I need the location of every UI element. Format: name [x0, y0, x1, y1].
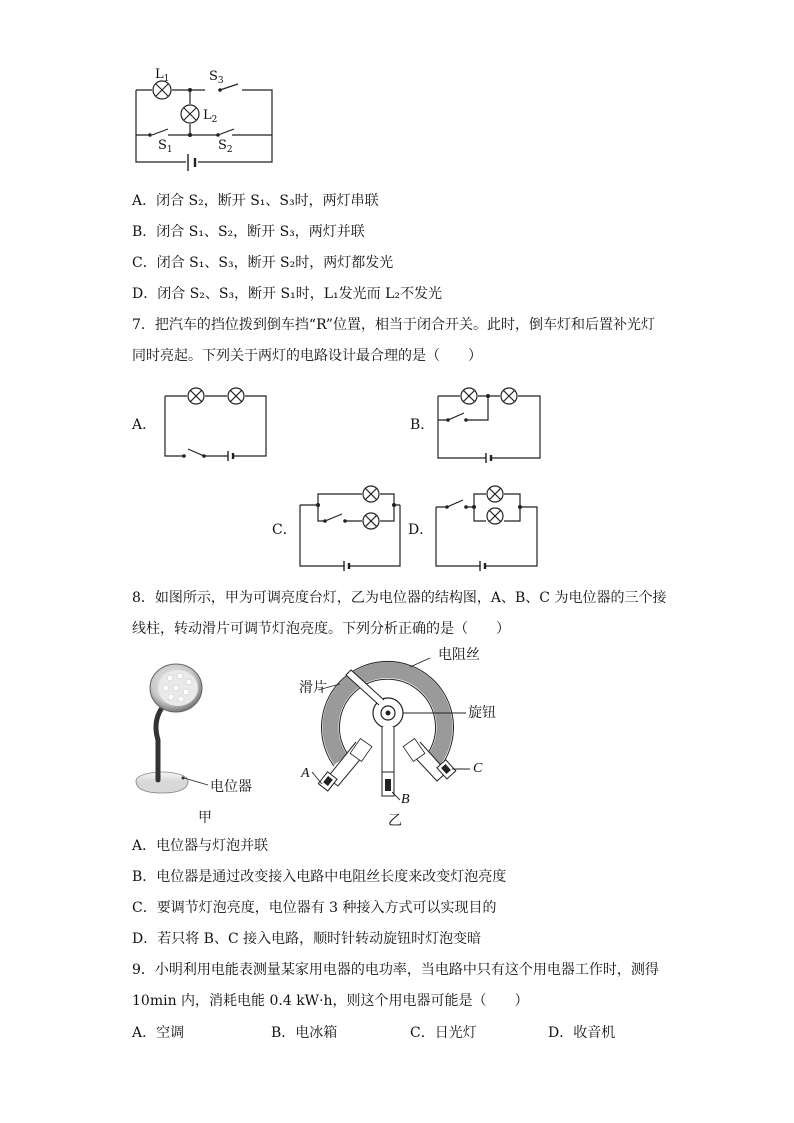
q7-stem-line1: 7．把汽车的挡位拨到倒车挡“R”位置，相当于闭合开关。此时，倒车灯和后置补光灯 [132, 317, 655, 333]
label-s1: $S_1$ [158, 138, 173, 155]
label-s2: $S_2$ [218, 138, 233, 155]
q9-stem-line1: 9．小明利用电能表测量某家用电器的电功率，当电路中只有这个用电器工作时，测得 [132, 962, 659, 978]
label-s3: $S_3$ [209, 69, 224, 86]
q7-option-a[interactable]: A． [132, 417, 157, 433]
q8-option-b[interactable]: B．电位器是通过改变接入电路中电阻丝长度来改变灯泡亮度 [132, 869, 507, 885]
q6-option-d[interactable]: D．闭合 S₂、S₃，断开 S₁时，L₁发光而 L₂不发光 [132, 286, 443, 302]
q9-option-a[interactable]: A．空调 [132, 1025, 185, 1041]
q6-option-a[interactable]: A．闭合 S₂，断开 S₁、S₃时，两灯串联 [132, 193, 379, 209]
q6-option-c[interactable]: C．闭合 S₁、S₃，断开 S₂时，两灯都发光 [132, 255, 394, 271]
q7-option-d[interactable]: D． [408, 522, 434, 538]
label-l1: $L_1$ [155, 67, 170, 84]
caption-jia: 甲 [198, 810, 212, 826]
label-terminal-b: B [401, 792, 410, 807]
q8-stem-line2: 线柱，转动滑片可调节灯泡亮度。下列分析正确的是（ ） [132, 621, 510, 637]
label-terminal-a: A [301, 766, 310, 781]
q8-option-d[interactable]: D．若只将 B、C 接入电路，顺时针转动旋钮时灯泡变暗 [132, 931, 482, 947]
q8-option-c[interactable]: C．要调节灯泡亮度，电位器有 3 种接入方式可以实现目的 [132, 900, 497, 916]
q9-option-b[interactable]: B．电冰箱 [271, 1025, 338, 1041]
q7-option-c[interactable]: C． [272, 522, 297, 538]
q9-stem-line2: 10min 内，消耗电能 0.4 kW·h，则这个用电器可能是（ ） [132, 993, 529, 1009]
q9-option-c[interactable]: C．日光灯 [410, 1025, 477, 1041]
caption-yi: 乙 [388, 813, 402, 829]
label-resistance-wire: 电阻丝 [438, 647, 480, 663]
q9-option-d[interactable]: D．收音机 [548, 1025, 616, 1041]
label-terminal-c: C [473, 761, 483, 776]
label-potentiometer: 电位器 [210, 779, 252, 795]
q7-option-b[interactable]: B． [410, 417, 435, 433]
q7-stem-line2: 同时亮起。下列关于两灯的电路设计最合理的是（ ） [132, 348, 482, 364]
label-knob: 旋钮 [468, 705, 496, 721]
q8-option-a[interactable]: A．电位器与灯泡并联 [132, 838, 269, 854]
desk-lamp-image [136, 664, 208, 793]
label-slider: 滑片 [299, 680, 327, 696]
q6-option-b[interactable]: B．闭合 S₁、S₂，断开 S₃，两灯并联 [132, 224, 365, 240]
q8-stem-line1: 8．如图所示，甲为可调亮度台灯，乙为电位器的结构图，A、B、C 为电位器的三个接 [132, 590, 667, 606]
potentiometer-diagram [312, 658, 470, 800]
label-l2: $L_2$ [203, 108, 218, 125]
